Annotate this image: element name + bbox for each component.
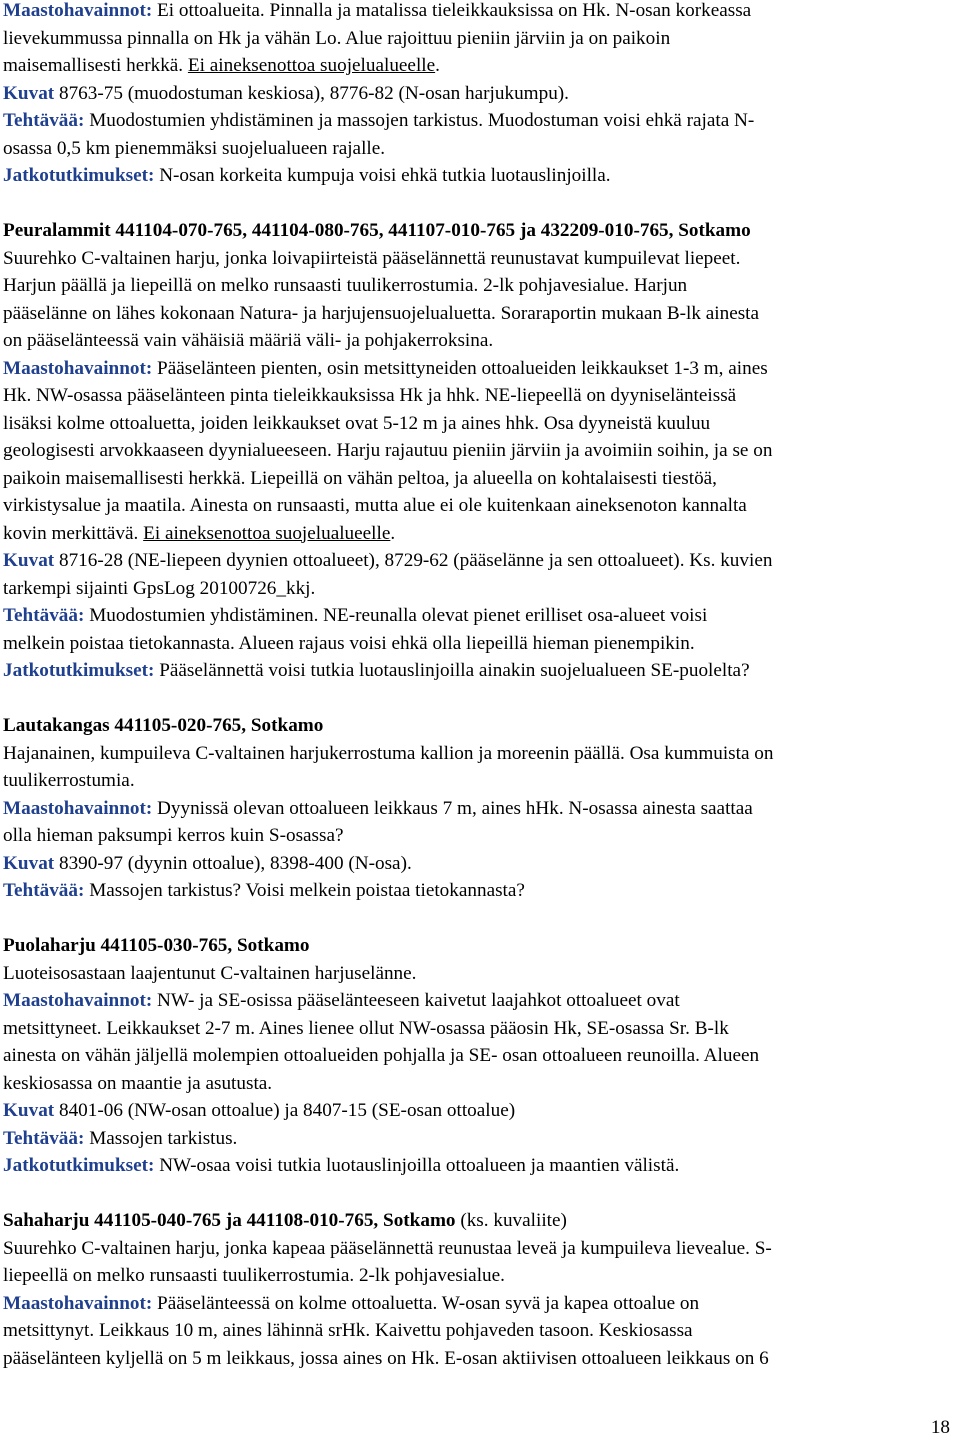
text-line: [3, 272, 955, 300]
text-run: melkein poistaa tietokannasta. Alueen rajaus voisi ehkä olla liepeillä hieman pienempikin.: [3, 632, 695, 654]
text-run: metsittyneet. Leikkaukset 2-7 m. Aines lienee ollut NW-osassa pääosin Hk, SE-osassa Sr. B-lk: [3, 1017, 729, 1039]
section-title: Lautakangas 441105-020-765, Sotkamo: [3, 715, 324, 736]
text-line: [3, 1097, 955, 1125]
text-line: [3, 52, 955, 80]
text-run: 8716-28 (NE-liepeen dyynien ottoalueet), 8729-62 (pääselänne ja sen ottoalueet). Ks. kuvien: [54, 550, 773, 571]
text-line: [3, 107, 955, 135]
text-run: .: [435, 55, 440, 76]
text-run: Hk. NW-osassa pääselänteen pinta tieleikkauksissa Hk ja hhk. NE-liepeellä on dyyniselänteissä: [3, 385, 737, 406]
text-line: [3, 1070, 955, 1098]
text-run: liepeellä on melko runsaasti tuulikerrostumia. 2-lk pohjavesialue.: [3, 1265, 505, 1286]
text-run: tuulikerrostumia.: [3, 770, 135, 791]
text-line: [3, 630, 955, 658]
field-label: Maastohavainnot:: [3, 357, 153, 379]
text-run: Muodostumien yhdistäminen ja massojen tarkistus. Muodostuman voisi ehkä rajata N-: [84, 110, 755, 131]
text-line: [3, 382, 955, 410]
text-run: ainesta on vähän jäljellä molempien ottoalueiden pohjalla ja SE- osan ottoalueen reunoilla. Alueen: [3, 1045, 760, 1066]
text-run: lievekummussa pinnalla on Hk ja vähän Lo. Alue rajoittuu pieniin järviin ja on paikoin: [3, 27, 671, 49]
text-run: tarkempi sijainti GpsLog 20100726_kkj.: [3, 577, 316, 599]
text-line: [3, 1015, 955, 1043]
text-line: [3, 795, 955, 823]
document-body: [3, 0, 955, 1400]
text-run: Pääselänteen pienten, osin metsittyneiden ottoalueiden leikkaukset 1-3 m, aines: [152, 357, 768, 379]
field-label: Kuvat: [3, 852, 55, 874]
text-run: keskiosassa on maantie ja asutusta.: [3, 1072, 273, 1094]
section-title: Peuralammit 441104-070-765, 441104-080-765, 441107-010-765 ja 432209-010-765, Sotkamo: [3, 220, 751, 241]
section-0: [3, 0, 955, 190]
text-run: virkistysalue ja maatila. Ainesta on runsaasti, mutta alue ei ole kuitenkaan aineksenoton kannalta: [3, 495, 747, 516]
text-line: [3, 850, 955, 878]
text-line: [3, 300, 955, 328]
text-line: [3, 877, 955, 905]
field-label: Maastohavainnot:: [3, 990, 153, 1011]
text-run: Hajanainen, kumpuileva C-valtainen harjukerrostuma kallion ja moreenin päällä. Osa kummuista on: [3, 742, 774, 764]
text-line: [3, 712, 955, 740]
section-1: [3, 217, 955, 685]
text-line: [3, 1290, 955, 1318]
text-run: maisemallisesti herkkä.: [3, 55, 188, 76]
text-run: pääselänteen kyljellä on 5 m leikkaus, jossa aines on Hk. E-osan aktiivisen ottoalueen leikkaus on 6: [3, 1347, 769, 1369]
text-run: Suurehko C-valtainen harju, jonka kapeaa pääselännettä reunustaa leveä ja kumpuileva lievealue. S-: [3, 1237, 772, 1259]
field-label: Jatkotutkimukset:: [3, 1155, 155, 1176]
field-label: Kuvat: [3, 1100, 55, 1121]
text-line: [3, 520, 955, 548]
text-line: [3, 410, 955, 438]
field-label: Jatkotutkimukset:: [3, 660, 155, 681]
text-run: on pääselänteessä vain vähäisiä määriä väli- ja pohjakerroksina.: [3, 330, 494, 351]
text-run: 8401-06 (NW-osan ottoalue) ja 8407-15 (SE-osan ottoalue): [54, 1100, 516, 1121]
text-line: [3, 135, 955, 163]
section-4: [3, 1207, 955, 1372]
text-line: [3, 602, 955, 630]
text-line: [3, 1125, 955, 1153]
field-label: Tehtävää:: [3, 110, 85, 131]
text-line: [3, 1345, 955, 1373]
text-run: N-osan korkeita kumpuja voisi ehkä tutkia luotauslinjoilla.: [154, 165, 611, 186]
text-line: [3, 767, 955, 795]
text-run: Dyynissä olevan ottoalueen leikkaus 7 m, aines hHk. N-osassa ainesta saattaa: [152, 797, 753, 819]
text-run: olla hieman paksumpi kerros kuin S-osassa?: [3, 825, 344, 846]
field-label: Tehtävää:: [3, 880, 85, 901]
text-line: [3, 465, 955, 493]
text-run: Pääselännettä voisi tutkia luotauslinjoilla ainakin suojelualueen SE-puolelta?: [154, 660, 750, 681]
text-line: [3, 822, 955, 850]
text-line: [3, 1235, 955, 1263]
section-title: Sahaharju 441105-040-765 ja 441108-010-765, Sotkamo: [3, 1210, 456, 1231]
text-line: [3, 575, 955, 603]
text-run: paikoin maisemallisesti herkkä. Liepeillä on vähän peltoa, ja alueella on kohtalaisesti tiestöä,: [3, 467, 717, 489]
text-run: NW-osaa voisi tutkia luotauslinjoilla ottoalueen ja maantien välistä.: [154, 1155, 680, 1176]
text-line: [3, 1207, 955, 1235]
text-line: [3, 0, 955, 25]
field-label: Maastohavainnot:: [3, 0, 153, 21]
text-line: [3, 1042, 955, 1070]
text-line: [3, 327, 955, 355]
text-run: 8390-97 (dyynin ottoalue), 8398-400 (N-osa).: [54, 852, 412, 874]
field-label: Kuvat: [3, 550, 55, 571]
text-line: [3, 932, 955, 960]
section-3: [3, 932, 955, 1180]
text-line: [3, 657, 955, 685]
text-line: [3, 162, 955, 190]
text-run: geologisesti arvokkaaseen dyynialueeseen. Harju rajautuu pieniin järviin ja avoimiin soihin, ja se on: [3, 440, 773, 461]
text-run: lisäksi kolme ottoaluetta, joiden leikkaukset ovat 5-12 m ja aines hhk. Osa dyyneistä kuuluu: [3, 412, 711, 434]
text-run: .: [390, 522, 396, 544]
text-run: Harjun päällä ja liepeillä on melko runsaasti tuulikerrostumia. 2-lk pohjavesialue. Harjun: [3, 275, 688, 296]
field-label: Kuvat: [3, 82, 55, 104]
text-line: [3, 1152, 955, 1180]
text-line: [3, 217, 955, 245]
text-line: [3, 437, 955, 465]
text-run: kovin merkittävä.: [3, 522, 144, 544]
text-run: Massojen tarkistus.: [84, 1127, 238, 1149]
text-run: Suurehko C-valtainen harju, jonka loivapiirteistä pääselännettä reunustavat kumpuilevat liepeet.: [3, 247, 741, 269]
text-run: Luoteisosastaan laajentunut C-valtainen harjuselänne.: [3, 962, 417, 984]
field-label: Jatkotutkimukset:: [3, 165, 155, 186]
text-run: Ei ottoalueita. Pinnalla ja matalissa tieleikkauksissa on Hk. N-osan korkeassa: [152, 0, 752, 21]
field-label: Tehtävää:: [3, 1127, 85, 1149]
underlined-note: Ei aineksenottoa suojelualueelle: [187, 55, 436, 76]
text-line: [3, 1317, 955, 1345]
text-run: 8763-75 (muodostuman keskiosa), 8776-82 (N-osan harjukumpu).: [54, 82, 569, 104]
field-label: Tehtävää:: [3, 605, 85, 626]
text-run: Massojen tarkistus? Voisi melkein poistaa tietokannasta?: [84, 880, 525, 901]
section-2: [3, 712, 955, 905]
text-line: [3, 987, 955, 1015]
text-run: (ks. kuvaliite): [455, 1210, 567, 1231]
text-line: [3, 492, 955, 520]
page-number: 18: [930, 1417, 950, 1438]
text-line: [3, 355, 955, 383]
text-run: Pääselänteessä on kolme ottoaluetta. W-osan syvä ja kapea ottoalue on: [152, 1292, 700, 1314]
text-run: Muodostumien yhdistäminen. NE-reunalla olevat pienet erilliset osa-alueet voisi: [84, 605, 708, 626]
text-run: osassa 0,5 km pienemmäksi suojelualueen rajalle.: [3, 137, 386, 159]
text-line: [3, 547, 955, 575]
text-line: [3, 25, 955, 53]
text-line: [3, 80, 955, 108]
text-line: [3, 740, 955, 768]
text-run: metsittynyt. Leikkaus 10 m, aines lähinnä srHk. Kaivettu pohjaveden tasoon. Keskiosassa: [3, 1320, 693, 1341]
text-run: NW- ja SE-osissa pääselänteeseen kaivetut laajahkot ottoalueet ovat: [152, 990, 680, 1011]
underlined-note: Ei aineksenottoa suojelualueelle: [143, 522, 391, 544]
text-run: pääselänne on lähes kokonaan Natura- ja harjujensuojelualuetta. Soraraportin mukaan B-lk ainesta: [3, 302, 760, 324]
text-line: [3, 245, 955, 273]
section-title: Puolaharju 441105-030-765, Sotkamo: [3, 935, 310, 956]
field-label: Maastohavainnot:: [3, 797, 153, 819]
text-line: [3, 1262, 955, 1290]
text-line: [3, 960, 955, 988]
field-label: Maastohavainnot:: [3, 1292, 153, 1314]
